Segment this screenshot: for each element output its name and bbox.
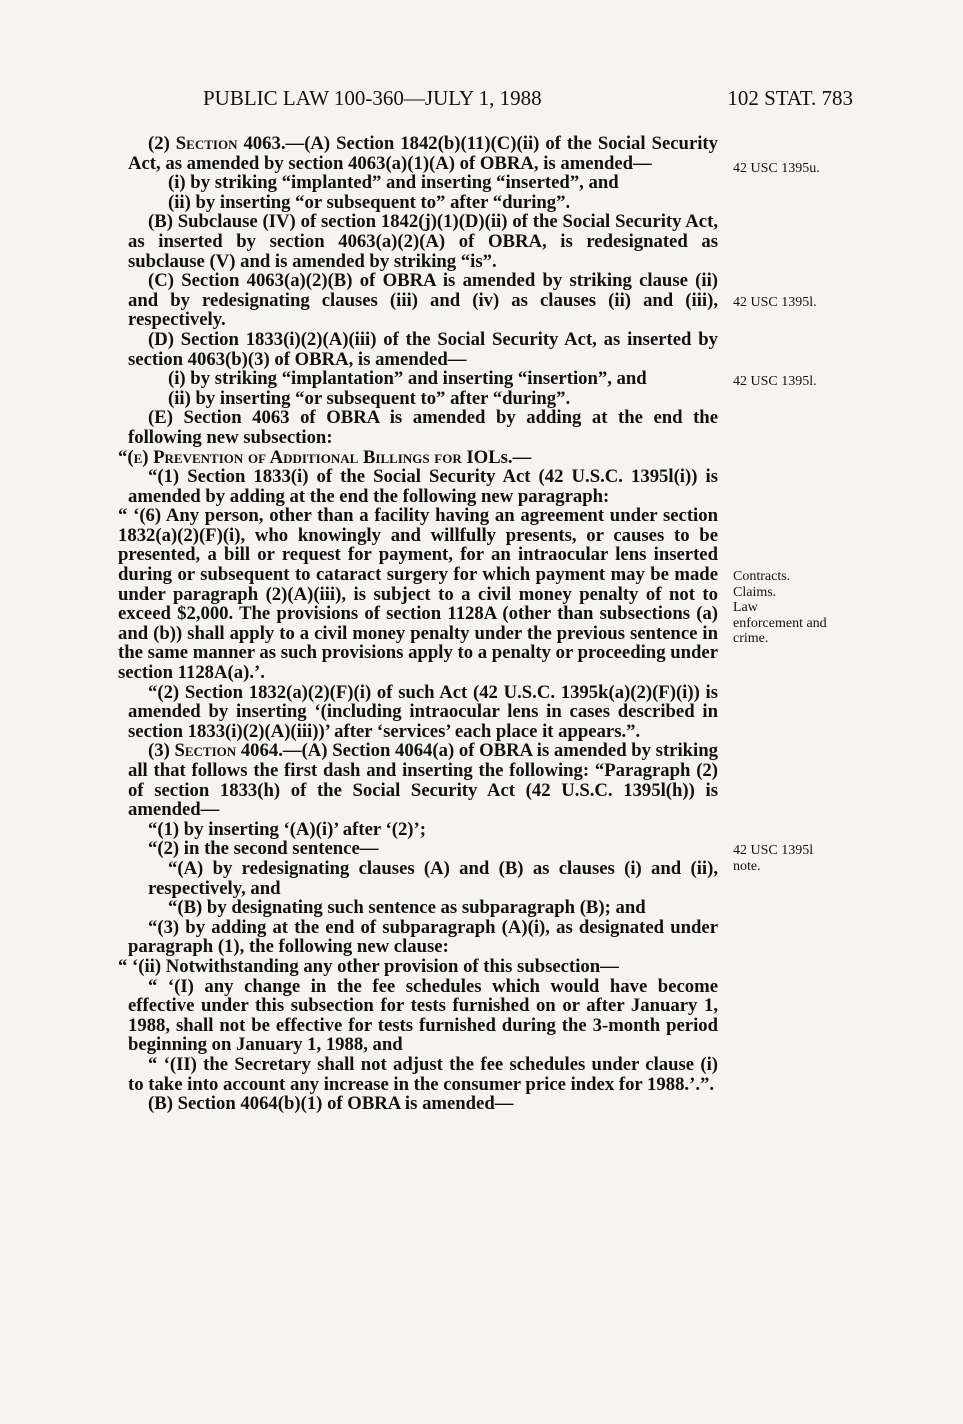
paragraph-subsection: “(1) Section 1833(i) of the Social Security Act (42 U.S.C. 1395l(i)) is amended by adding at the end the following new paragraph: [128,466,718,507]
paragraph-subsection: “(2) in the second sentence— [148,838,379,860]
paragraph-subsection: (C) Section 4063(a)(2)(B) of OBRA is amended by striking clause (ii) and by redesignating clauses (iii) and (iv) as clauses (ii) and (iii), respectively. [128,270,718,331]
header-public-law: PUBLIC LAW 100-360—JULY 1, 1988 [203,86,542,110]
paragraph-quoted-ii: “ ‘(ii) Notwithstanding any other provision of this subsection— [118,955,619,977]
paragraph-subsection: (B) Section 4064(b)(1) of OBRA is amended— [148,1093,514,1115]
paragraph-clause: (i) by striking “implantation” and inserting “insertion”, and [168,368,647,390]
margin-note-usc-1395l: 42 USC 1395l. [733,295,817,310]
paragraph-quoted-6: “ ‘(6) Any person, other than a facility having an agreement under section 1832(a)(2)(F)(i), who knowingly and willfully presents, or causes to be presented, a bill or request for payment, for an intraocular lens inserted during or subsequent to cataract surgery for which payment may be made under paragraph (2)(A)(iii), is subject to a civil money penalty of not to exceed $2,000. The provisions of section 1128A (other than subsections (a) and (b)) shall apply to a civil money penalty under the previous sentence in the same manner as such provisions apply to a penalty or proceeding under section 1128A(a).’. [118,505,718,684]
margin-note-usc-1395l-note: 42 USC 1395l note. [733,843,814,874]
paragraph-subsection: “(1) by inserting ‘(A)(i)’ after ‘(2)’; [148,818,426,840]
paragraph-clause: (ii) by inserting “or subsequent to” after “during”. [168,387,571,409]
paragraph-subsection: “(2) Section 1832(a)(2)(F)(i) of such Act (42 U.S.C. 1395k(a)(2)(F)(i)) is amended by inserting ‘(including intraocular lens in cases described in section 1833(i)(2)(A)(iii))’ after ‘services’ each place it appears.”. [128,681,718,742]
paragraph-clause: “(A) by redesignating clauses (A) and (B) as clauses (i) and (ii), respectively, and [148,857,718,899]
paragraph-subsection: “ ‘(I) any change in the fee schedules which would have become effective under this subsection for tests furnished on or after January 1, 1988, shall not be effective for tests furnished during the 3-month period beginning on January 1, 1988, and [128,975,718,1056]
paragraph-clause: “(B) by designating such sentence as subparagraph (B); and [168,897,646,919]
paragraph-clause: (ii) by inserting “or subsequent to” after “during”. [168,191,571,213]
paragraph-clause: (i) by striking “implanted” and inserting “inserted”, and [168,172,619,194]
statute-body [118,133,718,1115]
header-stat-page: 102 STAT. 783 [727,86,853,110]
paragraph-subsection: (D) Section 1833(i)(2)(A)(iii) of the Social Security Act, as inserted by section 4063(b)(3) of OBRA, is amended— [128,328,718,370]
paragraph-subsection: (B) Subclause (IV) of section 1842(j)(1)(D)(ii) of the Social Security Act, as inserted by section 4063(a)(2)(A) of OBRA, is redesignated as subclause (V) and is amended by striking “is”. [128,211,718,272]
paragraph-heading-prevention: “(e) Prevention of Additional Billings for IOLs.— [118,446,532,468]
paragraph-section-4063: (2) Section 4063.—(A) Section 1842(b)(11)(C)(ii) of the Social Security Act, as amended by section 4063(a)(1)(A) of OBRA, is amended— [128,133,718,174]
paragraph-subsection: “(3) by adding at the end of subparagraph (A)(i), as designated under paragraph (1), the following new clause: [128,916,718,958]
paragraph-subsection: “ ‘(II) the Secretary shall not adjust the fee schedules under clause (i) to take into account any increase in the consumer price index for 1988.’.”. [128,1053,718,1095]
margin-note-usc-1395u: 42 USC 1395u. [733,161,820,176]
paragraph-subsection: (E) Section 4063 of OBRA is amended by adding at the end the following new subsection: [128,407,718,448]
margin-note-contracts: Contracts. Claims. Law enforcement and crime. [733,569,827,646]
margin-note-usc-1395l: 42 USC 1395l. [733,374,817,389]
paragraph-section-4064: (3) Section 4064.—(A) Section 4064(a) of OBRA is amended by striking all that follows the first dash and inserting the following: “Paragraph (2) of section 1833(h) of the Social Security Act (42 U.S.C. 1395l(h)) is amended— [128,740,718,821]
